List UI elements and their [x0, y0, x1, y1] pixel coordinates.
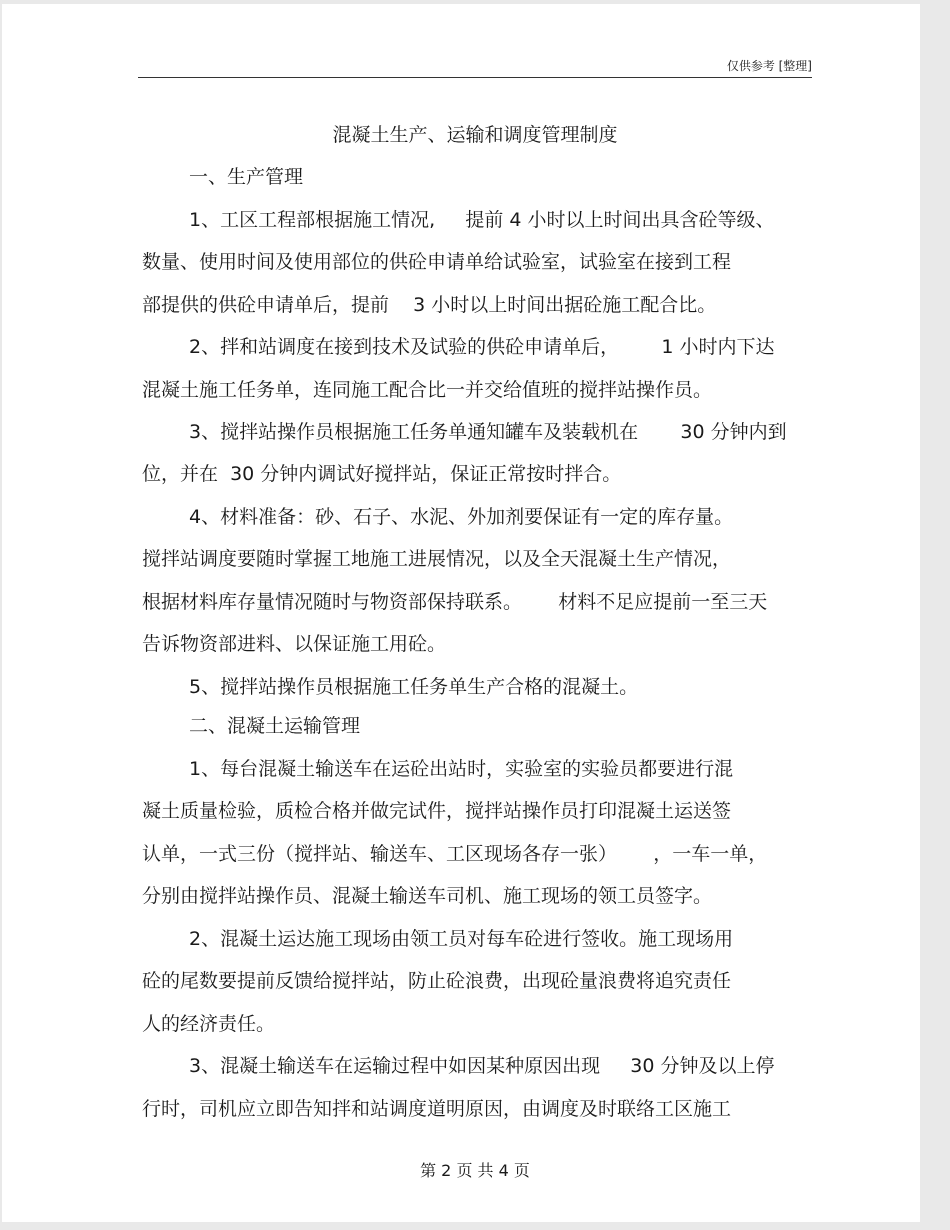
paragraph-line: 4、材料准备：砂、石子、水泥、外加剂要保证有一定的库存量。 — [189, 506, 734, 528]
paragraph-line: 部提供的供砼申请单后，提前 3 小时以上时间出据砼施工配合比。 — [142, 294, 717, 316]
paragraph-line: 行时，司机应立即告知拌和站调度道明原因，由调度及时联络工区施工 — [142, 1098, 732, 1120]
paragraph-line: 3、混凝土输送车在运输过程中如因某种原因出现 30 分钟及以上停 — [189, 1055, 775, 1077]
paragraph-line: 告诉物资部进料、以保证施工用砼。 — [142, 633, 447, 655]
paragraph-line: 5、搅拌站操作员根据施工任务单生产合格的混凝土。 — [189, 676, 639, 698]
paragraph-line: 认单，一式三份（搅拌站、输送车、工区现场各存一张） ，一车一单， — [142, 843, 768, 865]
paragraph-line: 1、每台混凝土输送车在运砼出站时，实验室的实验员都要进行混 — [189, 758, 734, 780]
document-title: 混凝土生产、运输和调度管理制度 — [332, 124, 618, 146]
paragraph-line: 根据材料库存量情况随时与物资部保持联系。 材料不足应提前一至三天 — [142, 591, 768, 613]
paragraph-line: 分别由搅拌站操作员、混凝土输送车司机、施工现场的领工员签字。 — [142, 885, 713, 907]
paragraph-line: 3、搅拌站操作员根据施工任务单通知罐车及装载机在 30 分钟内到 — [189, 421, 787, 443]
section-heading: 二、混凝土运输管理 — [189, 715, 361, 737]
document-page — [2, 4, 920, 1222]
paragraph-line: 混凝土施工任务单，连同施工配合比一并交给值班的搅拌站操作员。 — [142, 379, 713, 401]
section-heading: 一、生产管理 — [189, 166, 304, 188]
page-footer: 第 2 页 共 4 页 — [420, 1161, 530, 1180]
paragraph-line: 人的经济责任。 — [142, 1013, 276, 1035]
paragraph-line: 位，并在 30 分钟内调试好搅拌站，保证正常按时拌合。 — [142, 463, 622, 485]
paragraph-line: 2、拌和站调度在接到技术及试验的供砼申请单后， 1 小时内下达 — [189, 336, 775, 358]
paragraph-line: 2、混凝土运达施工现场由领工员对每车砼进行签收。施工现场用 — [189, 928, 734, 950]
paragraph-line: 凝土质量检验，质检合格并做完试件，搅拌站操作员打印混凝土运送签 — [142, 800, 732, 822]
paragraph-line: 1、工区工程部根据施工情况, 提前 4 小时以上时间出具含砼等级、 — [189, 209, 775, 231]
paragraph-line: 搅拌站调度要随时掌握工地施工进展情况，以及全天混凝土生产情况， — [142, 548, 732, 570]
page-header: 仅供参考 [整理] — [726, 59, 812, 73]
paragraph-line: 砼的尾数要提前反馈给搅拌站，防止砼浪费，出现砼量浪费将追究责任 — [142, 970, 732, 992]
paragraph-line: 数量、使用时间及使用部位的供砼申请单给试验室，试验室在接到工程 — [142, 251, 732, 273]
header-divider — [138, 77, 812, 78]
